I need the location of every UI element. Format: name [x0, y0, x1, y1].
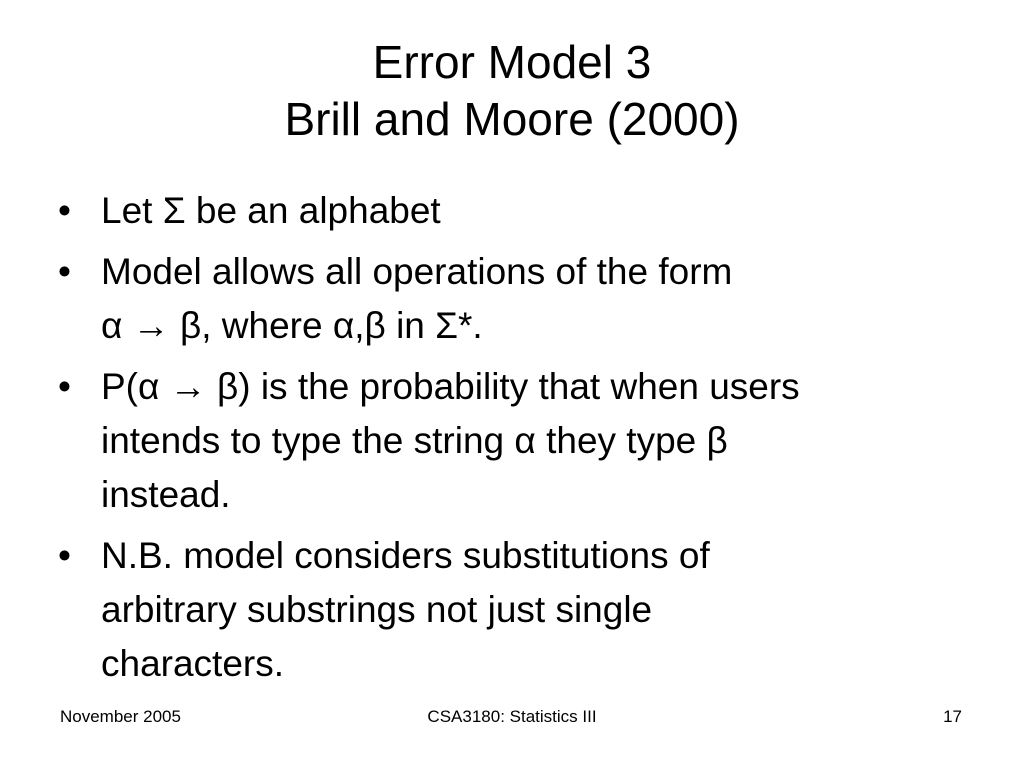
bullet-text-line: α → β, where α,β in Σ*.	[101, 305, 483, 346]
bullet-item	[56, 360, 976, 522]
bullet-item	[56, 529, 976, 691]
bullet-text-line: characters.	[101, 643, 285, 684]
title-line-2: Brill and Moore (2000)	[284, 93, 740, 145]
bullet-text-line: arbitrary substrings not just single	[101, 589, 653, 630]
bullet-mark: •	[58, 366, 71, 407]
bullet-text-line: intends to type the string α they type β	[101, 420, 728, 461]
bullet-text-line: Model allows all operations of the form	[101, 251, 733, 292]
slide-title	[0, 34, 1024, 148]
footer-date: November 2005	[60, 707, 181, 726]
bullet-text-line: instead.	[101, 474, 231, 515]
bullet-list	[56, 184, 976, 698]
bullet-text-line: N.B. model considers substitutions of	[101, 535, 710, 576]
bullet-mark: •	[58, 251, 71, 292]
footer-course: CSA3180: Statistics III	[427, 707, 597, 726]
bullet-item	[56, 245, 976, 353]
bullet-text-line: P(α → β) is the probability that when users	[101, 366, 800, 407]
bullet-item	[56, 184, 976, 238]
bullet-mark: •	[58, 190, 71, 231]
bullet-mark: •	[58, 535, 71, 576]
footer-page-number: 17	[943, 707, 962, 726]
title-line-1: Error Model 3	[372, 36, 652, 88]
bullet-text-line: Let Σ be an alphabet	[101, 190, 441, 231]
